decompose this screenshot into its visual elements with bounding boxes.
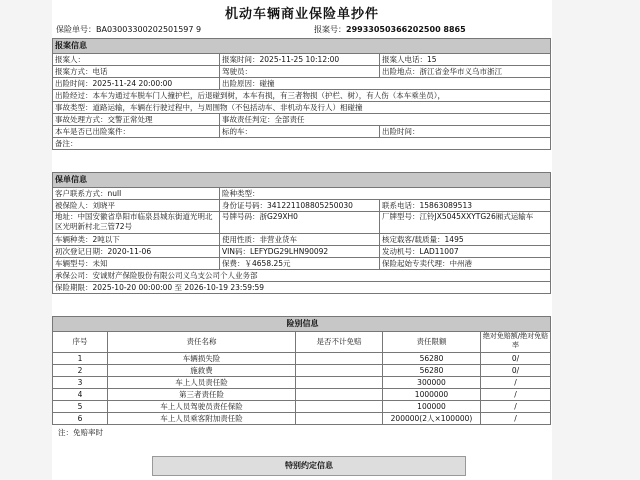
cell-name: 施救费 bbox=[108, 365, 296, 376]
seat-capacity: 核定载客/载质量：1495 bbox=[380, 234, 551, 245]
report-method: 报案方式：电话 bbox=[53, 66, 220, 77]
coverage-nature: 险种类型： bbox=[220, 188, 551, 199]
table-row bbox=[53, 401, 551, 413]
cell-seq: 3 bbox=[53, 377, 108, 388]
accident-cause: 出险原因：碰撞 bbox=[220, 78, 551, 89]
accept-time: 出险时间： bbox=[380, 126, 551, 137]
cell-deductible: 0/ bbox=[481, 353, 551, 364]
cell-limit: 1000000 bbox=[383, 389, 481, 400]
accident-description: 出险经过：本车为通过车脱车门人撞护栏，后退碰到树，本车有损，有三者物损（护栏、树），有人伤（本车乘坐员）， bbox=[53, 90, 551, 101]
cell-name: 车辆损失险 bbox=[108, 353, 296, 364]
handling-method: 事故处理方式：交警正常处理 bbox=[53, 114, 220, 125]
cell-seq: 1 bbox=[53, 353, 108, 364]
cell-seq: 4 bbox=[53, 389, 108, 400]
insured-address: 地址：中国安徽省阜阳市临泉县城东街道光明北区光明新村北三管72号 bbox=[53, 212, 220, 233]
table-row bbox=[53, 389, 551, 401]
cell-deductible: 0/ bbox=[481, 365, 551, 376]
table-row bbox=[53, 377, 551, 389]
cell-deductible: / bbox=[481, 389, 551, 400]
coverage-section-title: 险别信息 bbox=[53, 317, 551, 332]
target-vehicle: 标的车： bbox=[220, 126, 380, 137]
use-nature: 使用性质：非营业货车 bbox=[220, 234, 380, 245]
cell-seq: 6 bbox=[53, 413, 108, 424]
cell-name: 车上人员乘客附加责任险 bbox=[108, 413, 296, 424]
responsibility: 事故责任判定：全部责任 bbox=[220, 114, 551, 125]
register-date: 初次登记日期：2020-11-06 bbox=[53, 246, 220, 257]
policy-section-title: 保单信息 bbox=[53, 173, 551, 188]
id-number: 身份证号码：341221108805250030 bbox=[220, 200, 380, 211]
special-terms-header: 特别约定信息 bbox=[152, 456, 466, 476]
insured-person: 被保险人：刘晓平 bbox=[53, 200, 220, 211]
vin-code: VIN码：LEFYDG29LHN90092 bbox=[220, 246, 380, 257]
claim-number: 报案号：29933050366202500 8865 bbox=[314, 25, 466, 34]
coverage-note: 注：免赔率时 bbox=[58, 428, 103, 437]
coverage-header-row bbox=[53, 332, 551, 353]
table-row bbox=[53, 353, 551, 365]
cell-flag bbox=[296, 401, 383, 412]
engine-number: 发动机号：LAD11007 bbox=[380, 246, 551, 257]
cell-name: 车上人员责任险 bbox=[108, 377, 296, 388]
policy-number: 保险单号：BA03003300202501597 9 bbox=[56, 25, 202, 34]
policy-info-table bbox=[52, 172, 551, 294]
cell-deductible: / bbox=[481, 377, 551, 388]
cell-seq: 2 bbox=[53, 365, 108, 376]
cell-flag bbox=[296, 353, 383, 364]
cell-deductible: / bbox=[481, 401, 551, 412]
prior-claim: 本车是否已出险案件： bbox=[53, 126, 220, 137]
accident-time: 出险时间：2025-11-24 20:00:00 bbox=[53, 78, 220, 89]
col-name: 责任名称 bbox=[108, 332, 296, 352]
plate-number: 号牌号码：浙G29XH0 bbox=[220, 212, 380, 233]
table-row bbox=[53, 365, 551, 377]
report-info-table bbox=[52, 38, 551, 150]
driver: 驾驶员： bbox=[220, 66, 380, 77]
reporter: 报案人： bbox=[53, 54, 220, 65]
cell-limit: 56280 bbox=[383, 353, 481, 364]
insurance-period: 保险期限：2025-10-20 00:00:00 至 2026-10-19 23:59:59 bbox=[53, 282, 551, 293]
cell-limit: 200000(2人×100000) bbox=[383, 413, 481, 424]
cell-limit: 56280 bbox=[383, 365, 481, 376]
channel: 保险起始专卖代理：中州港 bbox=[380, 258, 551, 269]
cell-flag bbox=[296, 377, 383, 388]
premium-amount: 保费：￥4658.25元 bbox=[220, 258, 380, 269]
vehicle-kind: 车辆种类：2吨以下 bbox=[53, 234, 220, 245]
col-limit: 责任限额 bbox=[383, 332, 481, 352]
coverage-table bbox=[52, 316, 551, 425]
client-contact: 客户联系方式：null bbox=[53, 188, 220, 199]
accident-type: 事故类型：道路运输，车辆在行驶过程中，与周围物（不包括动车、非机动车及行人）相碰撞 bbox=[53, 102, 551, 113]
car-type: 车辆型号：未知 bbox=[53, 258, 220, 269]
vehicle-model: 厂牌型号：江铃JX5045XXYTG26厢式运输车 bbox=[380, 212, 551, 233]
document-title: 机动车辆商业保险单抄件 bbox=[224, 7, 379, 22]
cell-name: 车上人员驾驶员责任保险 bbox=[108, 401, 296, 412]
cell-deductible: / bbox=[481, 413, 551, 424]
col-seq: 序号 bbox=[53, 332, 108, 352]
remark: 备注： bbox=[53, 138, 551, 149]
cell-limit: 100000 bbox=[383, 401, 481, 412]
accident-place: 出险地点：浙江省金华市义乌市浙江 bbox=[380, 66, 551, 77]
reporter-phone: 报案人电话：15 bbox=[380, 54, 551, 65]
cell-seq: 5 bbox=[53, 401, 108, 412]
cell-limit: 300000 bbox=[383, 377, 481, 388]
cell-name: 第三者责任险 bbox=[108, 389, 296, 400]
report-section-title: 报案信息 bbox=[53, 39, 551, 54]
report-time: 报案时间：2025-11-25 10:12:00 bbox=[220, 54, 380, 65]
policy-document bbox=[52, 0, 552, 480]
insurer-company: 承保公司：安诚财产保险股份有限公司义乌支公司个人业务部 bbox=[53, 270, 551, 281]
col-deductible-flag: 是否不计免赔 bbox=[296, 332, 383, 352]
cell-flag bbox=[296, 413, 383, 424]
cell-flag bbox=[296, 365, 383, 376]
col-deductible: 绝对免赔额/绝对免赔率 bbox=[481, 332, 551, 352]
table-row bbox=[53, 413, 551, 425]
cell-flag bbox=[296, 389, 383, 400]
contact-phone: 联系电话：15863089513 bbox=[380, 200, 551, 211]
